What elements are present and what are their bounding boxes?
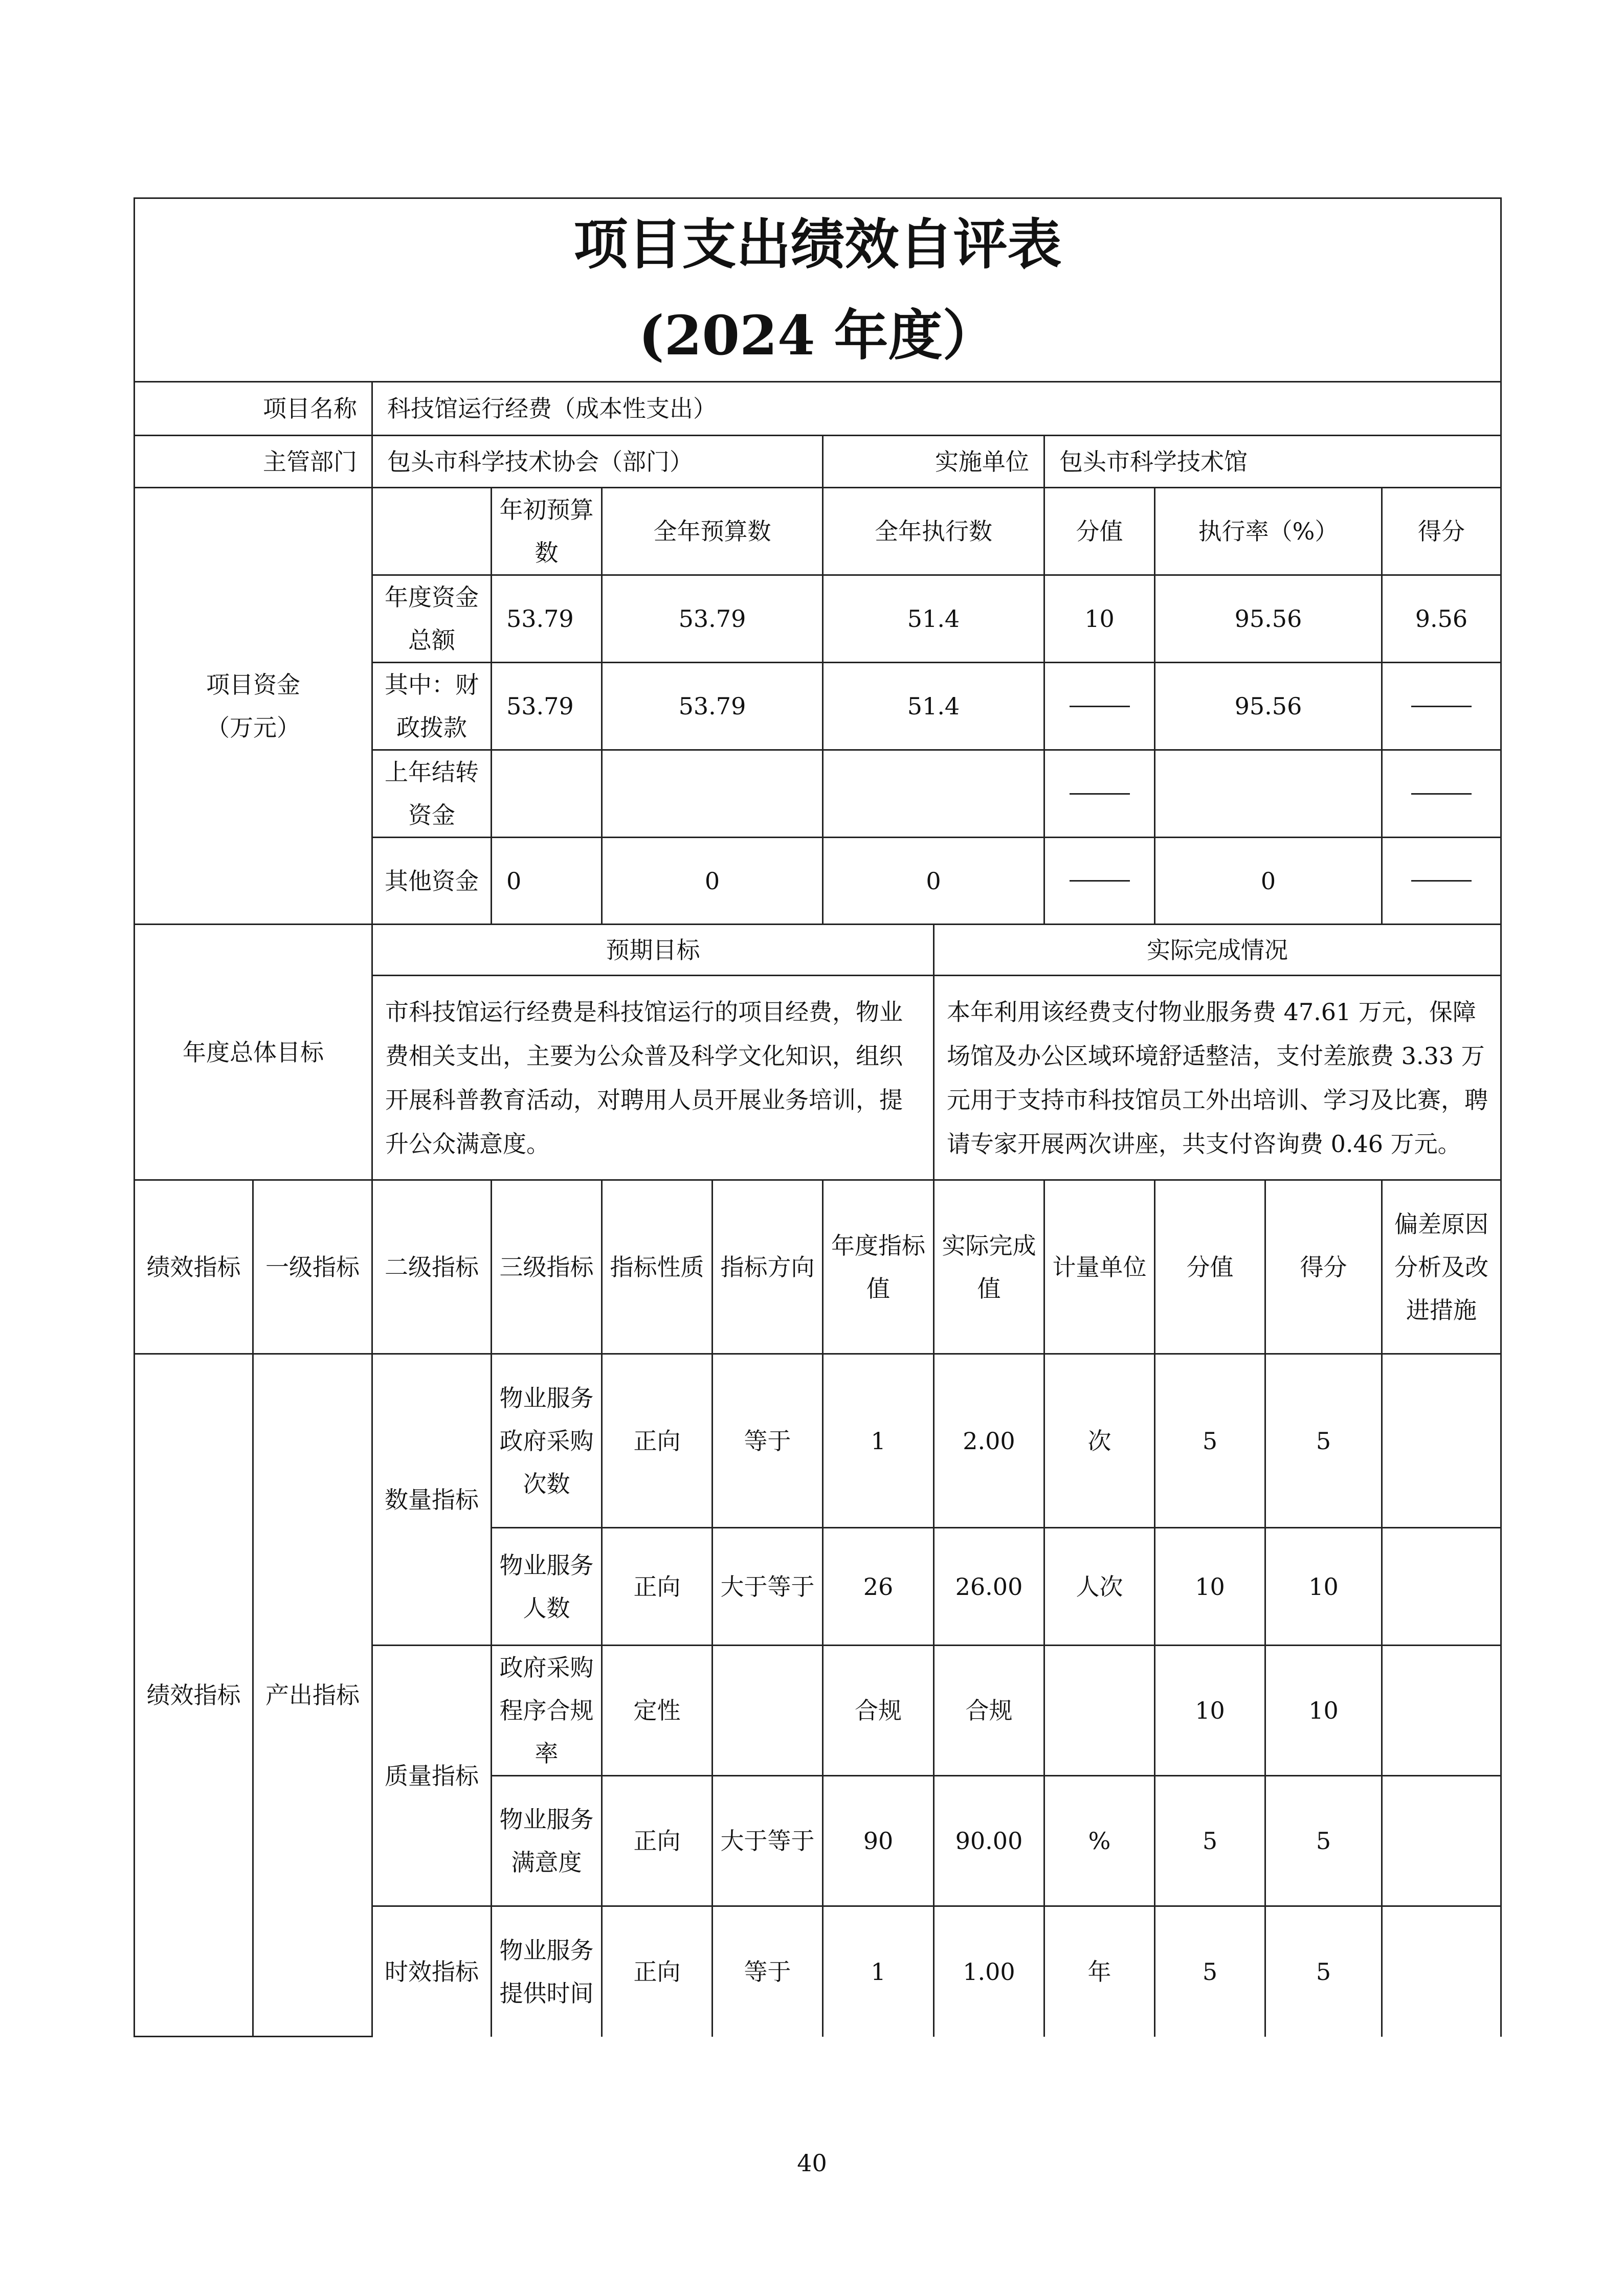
funds-row-label: 年度资金总额 (372, 575, 492, 663)
funds-header-initial: 年初预算数 (492, 488, 602, 575)
funds-row-label: 其中：财政拨款 (372, 663, 492, 750)
funds-rate: 0 (1155, 838, 1382, 925)
funds-full-year: 53.79 (602, 575, 823, 663)
ind-nature: 正向 (602, 1528, 713, 1646)
ind-direction (713, 1646, 823, 1776)
ind-score: 5 (1265, 1354, 1382, 1528)
ind-unit: % (1044, 1776, 1155, 1906)
ind-direction: 大于等于 (713, 1528, 823, 1646)
funds-full-year: 53.79 (602, 663, 823, 750)
indicator-row (135, 1354, 1501, 1528)
ind-level3: 政府采购程序合规率 (492, 1646, 602, 1776)
table-title (135, 198, 1501, 382)
ind-score-value: 5 (1155, 1354, 1265, 1528)
ind-score-value: 10 (1155, 1646, 1265, 1776)
ind-header-direction: 指标方向 (713, 1180, 823, 1354)
ind-unit: 人次 (1044, 1528, 1155, 1646)
funds-header-blank (372, 488, 492, 575)
ind-header-level2: 二级指标 (372, 1180, 492, 1354)
ind-nature: 正向 (602, 1776, 713, 1906)
funds-full-year: 0 (602, 838, 823, 925)
ind-header-score: 得分 (1265, 1180, 1382, 1354)
ind-score: 5 (1265, 1906, 1382, 2037)
ind-level3: 物业服务人数 (492, 1528, 602, 1646)
project-name-label: 项目名称 (135, 382, 372, 436)
ind-unit: 年 (1044, 1906, 1155, 2037)
funds-executed (823, 750, 1044, 838)
ind-deviation (1382, 1906, 1501, 2037)
ind-unit (1044, 1646, 1155, 1776)
ind-group-timeliness: 时效指标 (372, 1906, 492, 2037)
funds-initial: 0 (492, 838, 602, 925)
ind-deviation (1382, 1646, 1501, 1776)
ind-header-category: 绩效指标 (135, 1180, 253, 1354)
ind-score-value: 5 (1155, 1776, 1265, 1906)
funds-header-rate: 执行率（%） (1155, 488, 1382, 575)
ind-nature: 正向 (602, 1354, 713, 1528)
title-main: 项目支出绩效自评表 (573, 212, 1062, 276)
ind-header-actual: 实际完成值 (934, 1180, 1044, 1354)
ind-actual: 26.00 (934, 1528, 1044, 1646)
dept-label: 主管部门 (135, 436, 372, 488)
funds-executed: 0 (823, 838, 1044, 925)
ind-actual: 1.00 (934, 1906, 1044, 2037)
ind-header-target: 年度指标值 (823, 1180, 934, 1354)
ind-header-score-value: 分值 (1155, 1180, 1265, 1354)
ind-direction: 等于 (713, 1354, 823, 1528)
ind-direction: 大于等于 (713, 1776, 823, 1906)
funds-score: 9.56 (1382, 575, 1501, 663)
ind-score-value: 5 (1155, 1906, 1265, 2037)
funds-score-value-dash (1044, 663, 1155, 750)
funds-executed: 51.4 (823, 575, 1044, 663)
funds-executed: 51.4 (823, 663, 1044, 750)
goals-section-label: 年度总体目标 (135, 925, 372, 1180)
self-evaluation-table (134, 197, 1502, 2037)
ind-actual: 2.00 (934, 1354, 1044, 1528)
funds-row-label: 上年结转资金 (372, 750, 492, 838)
funds-full-year (602, 750, 823, 838)
funds-initial: 53.79 (492, 663, 602, 750)
ind-score-value: 10 (1155, 1528, 1265, 1646)
ind-deviation (1382, 1528, 1501, 1646)
funds-header-full-year: 全年预算数 (602, 488, 823, 575)
funds-row-label: 其他资金 (372, 838, 492, 925)
ind-deviation (1382, 1354, 1501, 1528)
ind-header-level1: 一级指标 (253, 1180, 372, 1354)
ind-header-deviation: 偏差原因分析及改进措施 (1382, 1180, 1501, 1354)
funds-header-executed: 全年执行数 (823, 488, 1044, 575)
goals-actual-header: 实际完成情况 (934, 925, 1501, 976)
goals-expected-header: 预期目标 (372, 925, 934, 976)
goals-expected-text: 市科技馆运行经费是科技馆运行的项目经费，物业费相关支出，主要为公众普及科学文化知识，组织开展科普教育活动，对聘用人员开展业务培训，提升公众满意度。 (372, 976, 934, 1180)
ind-group-quantity: 数量指标 (372, 1354, 492, 1646)
funds-rate (1155, 750, 1382, 838)
unit-label: 实施单位 (823, 436, 1044, 488)
funds-header-score-value: 分值 (1044, 488, 1155, 575)
ind-deviation (1382, 1776, 1501, 1906)
dept-value: 包头市科学技术协会（部门） (372, 436, 823, 488)
ind-level3: 物业服务政府采购次数 (492, 1354, 602, 1528)
ind-target: 合规 (823, 1646, 934, 1776)
ind-category: 绩效指标 (135, 1354, 253, 2037)
ind-nature: 定性 (602, 1646, 713, 1776)
page-number: 40 (797, 2149, 827, 2177)
ind-group-quality: 质量指标 (372, 1646, 492, 1906)
funds-score-dash (1382, 750, 1501, 838)
ind-unit: 次 (1044, 1354, 1155, 1528)
ind-header-nature: 指标性质 (602, 1180, 713, 1354)
project-name-value: 科技馆运行经费（成本性支出） (372, 382, 1501, 436)
ind-target: 1 (823, 1906, 934, 2037)
ind-actual: 90.00 (934, 1776, 1044, 1906)
ind-score: 10 (1265, 1646, 1382, 1776)
funds-score-value: 10 (1044, 575, 1155, 663)
funds-rate: 95.56 (1155, 663, 1382, 750)
goals-actual-text: 本年利用该经费支付物业服务费 47.61 万元，保障场馆及办公区域环境舒适整洁，支付差旅费 3.33 万元用于支持市科技馆员工外出培训、学习及比赛，聘请专家开展两次讲座，共支付咨询费 0.46 万元。 (934, 976, 1501, 1180)
unit-value: 包头市科学技术馆 (1044, 436, 1501, 488)
ind-header-level3: 三级指标 (492, 1180, 602, 1354)
title-year: (2024 年度） (638, 303, 997, 367)
funds-section-label: 项目资金 （万元） (135, 488, 372, 925)
funds-initial (492, 750, 602, 838)
ind-score: 5 (1265, 1776, 1382, 1906)
ind-direction: 等于 (713, 1906, 823, 2037)
funds-score-value-dash (1044, 838, 1155, 925)
funds-initial: 53.79 (492, 575, 602, 663)
ind-level3: 物业服务提供时间 (492, 1906, 602, 2037)
ind-target: 26 (823, 1528, 934, 1646)
funds-score-value-dash (1044, 750, 1155, 838)
funds-score-dash (1382, 663, 1501, 750)
ind-level1: 产出指标 (253, 1354, 372, 2037)
funds-score-dash (1382, 838, 1501, 925)
ind-header-unit: 计量单位 (1044, 1180, 1155, 1354)
funds-header-score: 得分 (1382, 488, 1501, 575)
ind-score: 10 (1265, 1528, 1382, 1646)
funds-rate: 95.56 (1155, 575, 1382, 663)
ind-target: 90 (823, 1776, 934, 1906)
ind-level3: 物业服务满意度 (492, 1776, 602, 1906)
ind-actual: 合规 (934, 1646, 1044, 1776)
ind-nature: 正向 (602, 1906, 713, 2037)
ind-target: 1 (823, 1354, 934, 1528)
